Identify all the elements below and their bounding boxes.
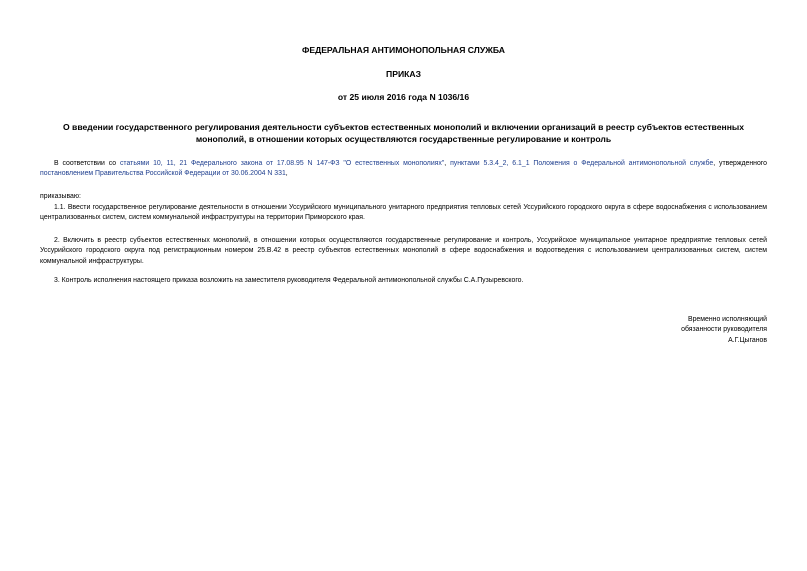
document-date-number: от 25 июля 2016 года N 1036/16	[337, 92, 470, 102]
signature-name: А.Г.Цыганов	[728, 336, 767, 344]
preamble-approved: , утвержденного	[713, 160, 767, 167]
agency-name: ФЕДЕРАЛЬНАЯ АНТИМОНОПОЛЬНАЯ СЛУЖБА	[302, 45, 505, 55]
preamble-separator: ,	[444, 160, 451, 167]
document-title: О введении государственного регулирования деятельности субъектов естественных монополий и включении организаций в реестр субъектов естественных монополий, в отношении которых осуществляются государственные регулирование и контроль	[62, 122, 745, 144]
regulation-link[interactable]: пунктами 5.3.4_2, 6.1_1 Положения о Федеральной антимонопольной службе	[450, 160, 714, 167]
order-item-2: 2. Включить в реестр субъектов естественных монополий, в отношении которых осуществляются государственные регулирование и контроль, Уссурийское муниципальное унитарное предприятие тепловых сетей Уссурийского городского округа под регистрационным номером 25.В.42 в реестр субъектов естественных монополий в сфере водоснабжения и водоотведения с использованием централизованных систем, систем коммунальной инфраструктуры.	[40, 237, 767, 265]
signature-block	[567, 315, 767, 346]
law-link[interactable]: статьями 10, 11, 21 Федерального закона от 17.08.95 N 147-ФЗ "О естественных монополиях"	[119, 160, 445, 167]
document-type: ПРИКАЗ	[386, 69, 421, 79]
order-word: приказываю:	[40, 193, 81, 200]
preamble-end: ,	[285, 170, 288, 178]
order-item-1: 1.1. Ввести государственное регулирование деятельности в отношении Уссурийского муниципального унитарного предприятия тепловых сетей Уссурийского городского округа в сфере водоснабжения с использованием централизованных систем, систем коммунальной инфраструктуры на территории Приморского края.	[40, 204, 767, 222]
order-item-3: 3. Контроль исполнения настоящего приказа возложить на заместителя руководителя Федеральной антимонопольной службы С.А.Пузыревского.	[54, 277, 524, 284]
decree-link[interactable]: постановлением Правительства Российской Федерации от 30.06.2004 N 331	[40, 170, 286, 178]
preamble-paragraph	[40, 159, 767, 180]
preamble-intro: В соответствии со	[54, 160, 120, 167]
signature-line-1: Временно исполняющий	[688, 316, 767, 323]
signature-line-2: обязанности руководителя	[681, 326, 767, 334]
